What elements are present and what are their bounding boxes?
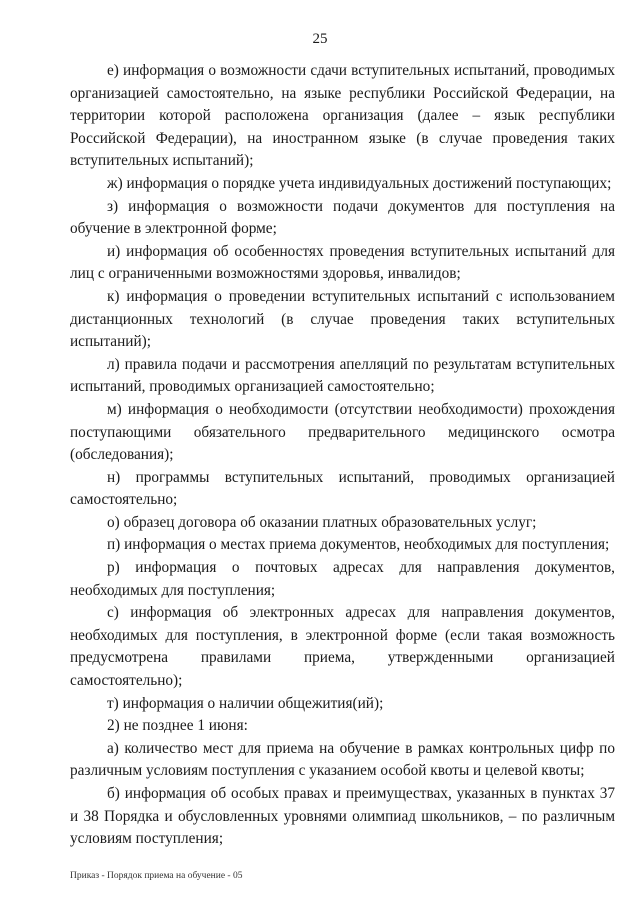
list-item: з) информация о возможности подачи документов для поступления на обучение в электронной форме; — [70, 197, 615, 238]
list-item: с) информация об электронных адресах для направления документов, необходимых для поступления, в электронной форме (если такая возможность предусмотрена правилами приема, утвержденными организацией самостоятельно); — [70, 604, 615, 690]
list-item: ж) информация о порядке учета индивидуальных достижений поступающих; — [107, 174, 612, 192]
list-item: л) правила подачи и рассмотрения апелляций по результатам вступительных испытаний, проводимых организацией самостоятельно; — [70, 355, 615, 396]
list-item: о) образец договора об оказании платных образовательных услуг; — [107, 513, 537, 531]
list-item: б) информация об особых правах и преимуществах, указанных в пунктах 37 и 38 Порядка и обусловленных уровнями олимпиад школьников, – по различным условиям поступления; — [70, 785, 615, 848]
list-item: м) информация о необходимости (отсутствии необходимости) прохождения поступающими обязательного предварительного медицинского осмотра (обследования); — [70, 400, 615, 464]
list-item: а) количество мест для приема на обучение в рамках контрольных цифр по различным условиям поступления с указанием особой квоты и целевой квоты; — [70, 739, 615, 780]
list-item: р) информация о почтовых адресах для направления документов, необходимых для поступления; — [70, 559, 615, 599]
list-item: н) программы вступительных испытаний, проводимых организацией самостоятельно; — [70, 468, 615, 509]
list-item: к) информация о проведении вступительных испытаний с использованием дистанционных технологий (в случае проведения таких вступительных испытаний); — [70, 287, 615, 351]
page-footer: Приказ - Порядок приема на обучение - 05 — [70, 871, 243, 881]
list-item: п) информация о местах приема документов, необходимых для поступления; — [107, 536, 610, 554]
list-item: т) информация о наличии общежития(ий); — [107, 694, 384, 712]
document-body — [70, 60, 615, 851]
section-item: 2) не позднее 1 июня: — [107, 717, 248, 735]
list-item: е) информация о возможности сдачи вступительных испытаний, проводимых организацией самостоятельно, на языке республики Российской Федерации, на территории которой расположена организация (далее – язык республики Российской Федерации), на иностранном языке (в случае проведения таких вступительных испытаний); — [70, 62, 615, 170]
list-item: и) информация об особенностях проведения вступительных испытаний для лиц с ограниченными возможностями здоровья, инвалидов; — [70, 242, 615, 283]
page-number: 25 — [312, 31, 328, 47]
